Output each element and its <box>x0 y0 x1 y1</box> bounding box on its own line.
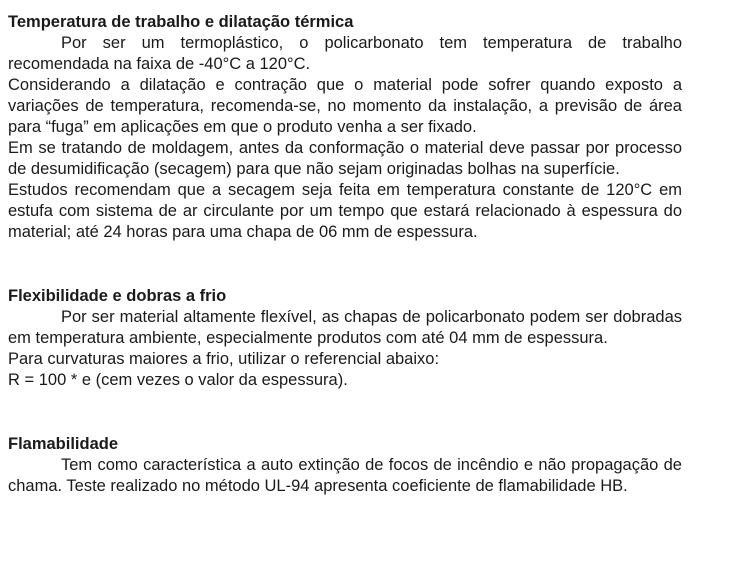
paragraph: Tem como característica a auto extinção de focos de incêndio e não propagação de chama. Teste realizado no método UL-94 apresenta coeficiente de flamabilidade HB. <box>8 456 682 495</box>
section-title: Flamabilidade <box>8 435 119 453</box>
paragraph: Por ser material altamente flexível, as chapas de policarbonato podem ser dobradas em temperatura ambiente, especialmente produtos com até 04 mm de espessura. <box>8 308 682 347</box>
section-temperature <box>8 12 682 243</box>
section-flexibility <box>8 286 682 391</box>
paragraph: Por ser um termoplástico, o policarbonato tem temperatura de trabalho recomendada na faixa de -40°C a 120°C. <box>8 34 682 73</box>
section-flammability <box>8 434 682 497</box>
section-title: Flexibilidade e dobras a frio <box>8 287 227 305</box>
section-spacer <box>8 391 682 434</box>
section-spacer <box>8 243 682 286</box>
document-page <box>8 12 682 497</box>
paragraph: Considerando a dilatação e contração que o material pode sofrer quando exposto a variações de temperatura, recomenda-se, no momento da instalação, a previsão de área para “fuga” em aplicações em que o produto venha a ser fixado. <box>8 76 682 136</box>
paragraph: Em se tratando de moldagem, antes da conformação o material deve passar por processo de desumidificação (secagem) para que não sejam originadas bolhas na superfície. <box>8 139 682 178</box>
section-title: Temperatura de trabalho e dilatação térmica <box>8 13 354 31</box>
paragraph: Estudos recomendam que a secagem seja feita em temperatura constante de 120°C em estufa com sistema de ar circulante por um tempo que estará relacionado à espessura do material; até 24 horas para uma chapa de 06 mm de espessura. <box>8 181 682 241</box>
paragraph: R = 100 * e (cem vezes o valor da espessura). <box>8 371 348 389</box>
paragraph: Para curvaturas maiores a frio, utilizar o referencial abaixo: <box>8 350 440 368</box>
